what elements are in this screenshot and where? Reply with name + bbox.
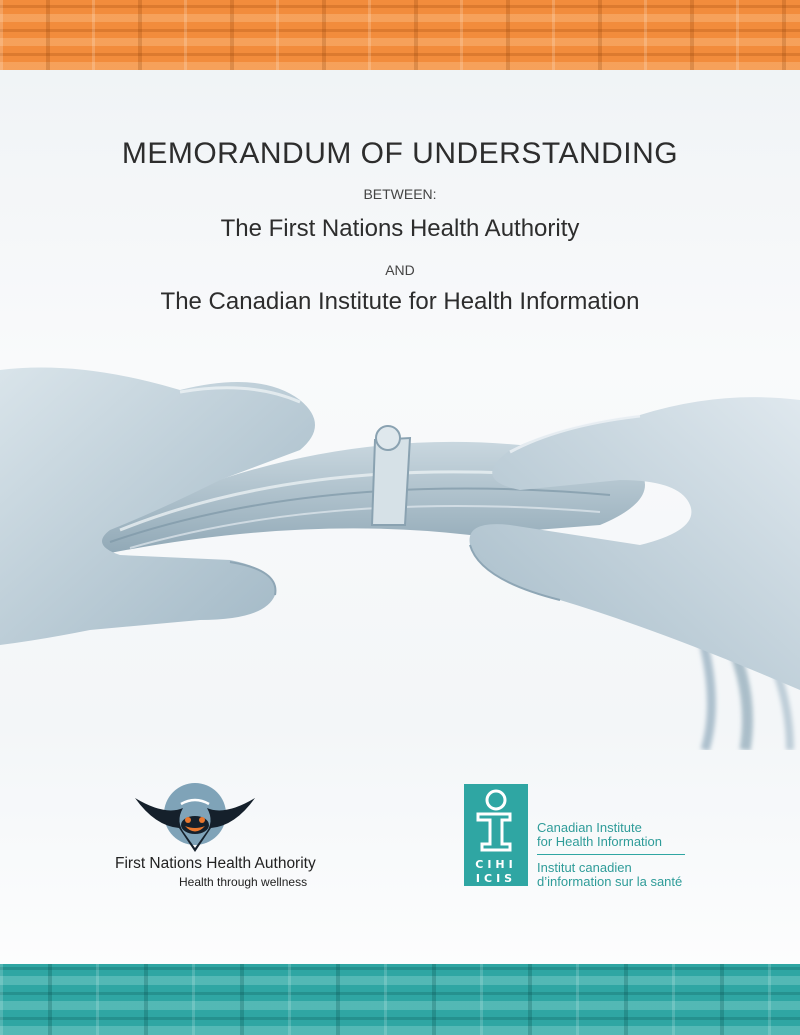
cihi-french-name-line2: d’information sur la santé — [537, 874, 683, 889]
fnha-eagle-emblem-icon — [135, 782, 255, 854]
cihi-french-name-line1: Institut canadien — [537, 860, 632, 875]
party-two-name: The Canadian Institute for Health Information — [160, 288, 640, 315]
fnha-name: First Nations Health Authority — [115, 855, 316, 872]
cihi-english-name-line2: for Health Information — [537, 834, 663, 849]
right-hand — [470, 397, 800, 690]
top-woven-band — [0, 0, 800, 70]
cihi-logo — [464, 782, 704, 887]
cihi-english-name-line1: Canadian Institute — [537, 820, 642, 835]
and-label: AND — [385, 262, 415, 278]
cihi-divider — [537, 854, 685, 855]
bottom-woven-band — [0, 964, 800, 1035]
fnha-tagline: Health through wellness — [179, 875, 308, 889]
cihi-acronym-french: ICIS — [475, 872, 517, 885]
cihi-acronym-english: CIHI — [475, 858, 517, 871]
document-title: MEMORANDUM OF UNDERSTANDING — [121, 137, 679, 170]
fnha-logo — [115, 782, 340, 892]
cihi-i-icon — [464, 784, 528, 856]
between-label: BETWEEN: — [363, 186, 437, 202]
hands-holding-woven-bundle-photo — [0, 330, 800, 750]
cihi-logo-box — [464, 784, 528, 886]
party-one-name: The First Nations Health Authority — [220, 215, 580, 242]
